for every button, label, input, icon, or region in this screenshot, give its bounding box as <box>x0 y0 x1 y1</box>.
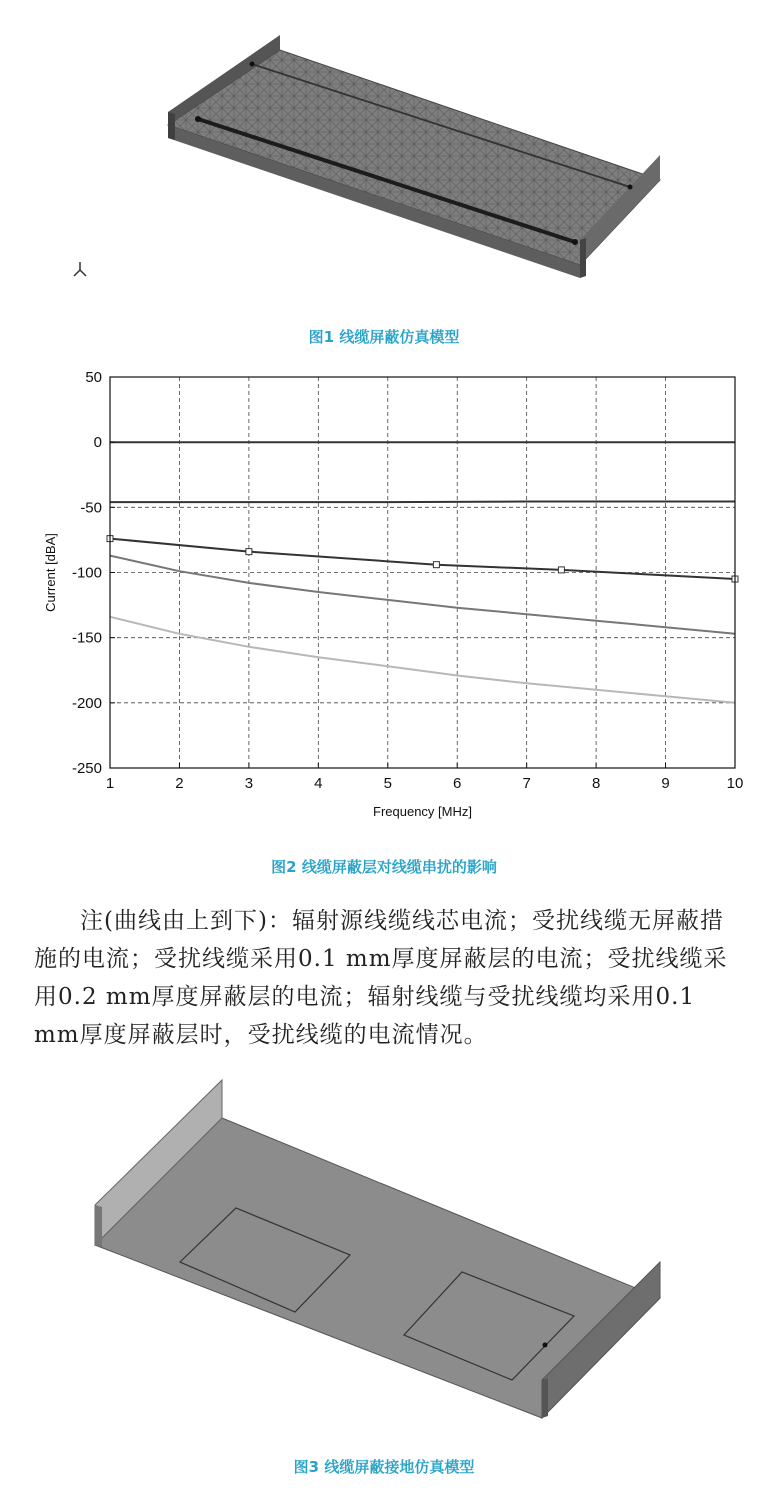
x-tick-label: 4 <box>314 775 323 792</box>
series-point <box>558 567 564 573</box>
figure-1-caption: 图1 线缆屏蔽仿真模型 <box>308 328 460 346</box>
series-line-3 <box>110 539 735 579</box>
series-line-5 <box>110 617 735 703</box>
x-tick-label: 7 <box>522 775 531 792</box>
x-tick-label: 10 <box>726 775 744 792</box>
x-tick-label: 9 <box>661 775 670 792</box>
x-tick-label: 8 <box>591 775 601 792</box>
ground-point <box>543 1343 548 1348</box>
axis-triad-icon <box>74 262 86 276</box>
figure-2-caption: 图2 线缆屏蔽层对线缆串扰的影响 <box>271 858 497 876</box>
series-point <box>433 562 439 568</box>
x-tick-label: 3 <box>244 775 254 792</box>
y-axis-label: Current [dBA] <box>43 533 58 612</box>
y-tick-label: -50 <box>80 499 102 517</box>
y-tick-label: 50 <box>85 369 102 386</box>
figure-2-note: 注(曲线由上到下)：辐射源线缆线芯电流；受扰线缆无屏蔽措施的电流；受扰线缆采用0.1 mm厚度屏蔽层的电流；受扰线缆采用0.2 mm厚度屏蔽层的电流；辐射线缆与受扰线缆均采用0.1 mm厚度屏蔽层时，受扰线缆的电流情况。 <box>34 908 728 1048</box>
y-tick-label: -100 <box>71 564 102 582</box>
figure-1-model <box>0 30 768 290</box>
series-line-4 <box>110 556 735 634</box>
y-tick-label: 0 <box>93 434 102 452</box>
series-point <box>246 549 252 555</box>
y-tick-label: -150 <box>71 629 102 647</box>
figure-2-chart <box>0 360 768 830</box>
y-tick-label: -200 <box>71 694 102 712</box>
chart-grid <box>110 377 735 768</box>
x-axis-label: Frequency [MHz] <box>373 804 472 819</box>
x-tick-label: 2 <box>175 775 184 792</box>
mesh-board <box>168 35 660 278</box>
y-tick-label: -250 <box>71 760 102 777</box>
series-line-2 <box>110 502 735 503</box>
figure-3-caption: 图3 线缆屏蔽接地仿真模型 <box>293 1458 475 1476</box>
figure-3-model <box>0 1040 768 1430</box>
x-tick-label: 5 <box>383 775 392 792</box>
x-tick-label: 6 <box>453 775 462 792</box>
ground-board <box>95 1080 660 1418</box>
chart-ticks <box>72 369 743 792</box>
x-tick-label: 1 <box>105 775 115 792</box>
